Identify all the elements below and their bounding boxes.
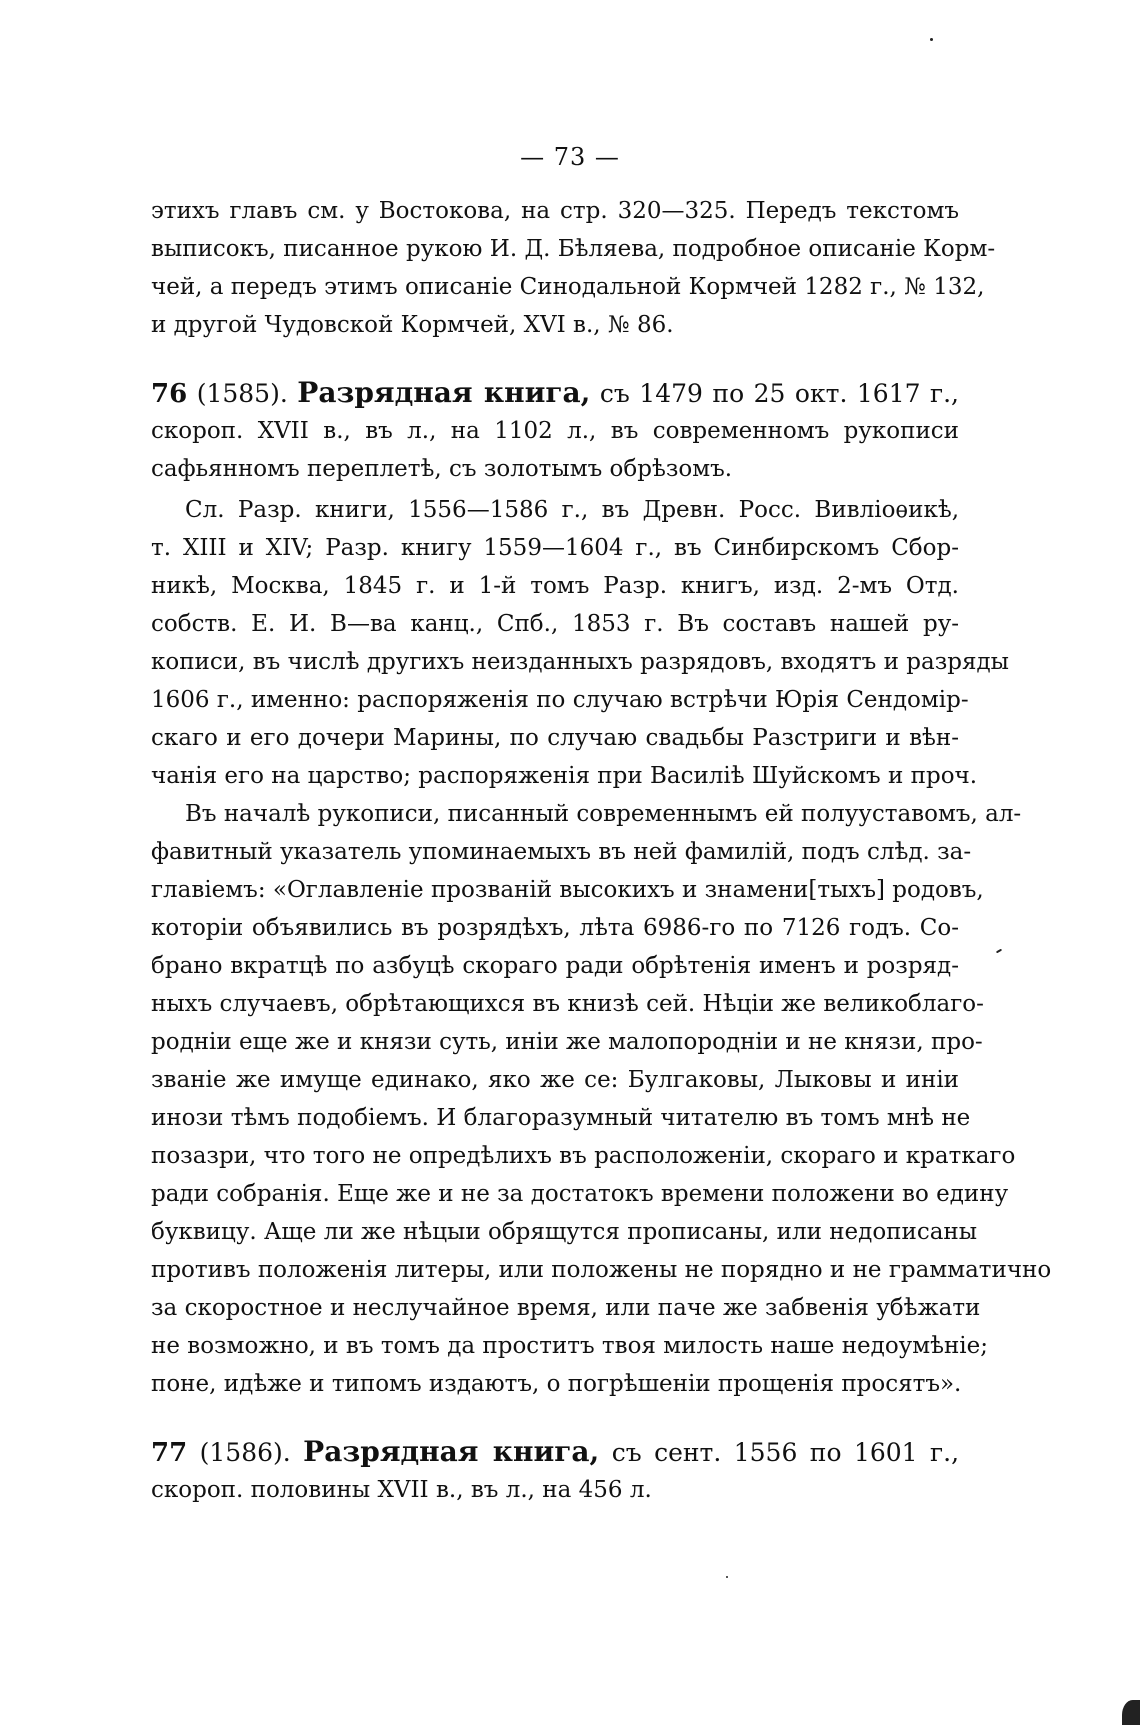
text-line: никѣ, Москва, 1845 г. и 1-й томъ Разр. книгъ, изд. 2-мъ Отд. <box>151 573 959 599</box>
entry-number: 77 <box>151 1438 188 1468</box>
text-line: буквицу. Аще ли же нѣцыи обрящутся прописаны, или недописаны <box>151 1219 978 1245</box>
entry-title: Разрядная книга, <box>297 376 591 409</box>
text-line: ради собранія. Еще же и не за достатокъ времени положени во едину <box>151 1181 1009 1207</box>
entry-76-paragraph-1 <box>151 491 1009 795</box>
entry-description-line: скороп. половины XVII в., въ л., на 456 л. <box>151 1477 652 1503</box>
text-line: чей, а передъ этимъ описаніе Синодальной Кормчей 1282 г., № 132, <box>151 274 985 300</box>
entry-77 <box>151 1433 959 1509</box>
text-line: за скоростное и неслучайное время, или паче же забвенія убѣжати <box>151 1295 981 1321</box>
entry-date-range: съ сент. 1556 по 1601 г., <box>611 1438 960 1467</box>
entry-date-range: съ 1479 по 25 окт. 1617 г., <box>599 379 959 408</box>
entry-year: (1585). <box>196 379 288 408</box>
text-line: главіемъ: «Оглавленіе прозваній высокихъ и знамени[тыхъ] родовъ, <box>151 877 984 903</box>
scan-speck <box>930 38 933 41</box>
scan-speck <box>996 949 1002 954</box>
text-line: этихъ главъ см. у Востокова, на стр. 320—325. Передъ текстомъ <box>151 198 959 224</box>
entry-heading <box>151 1433 959 1471</box>
text-line: брано вкратцѣ по азбуцѣ скораго ради обрѣтенія именъ и розряд- <box>151 953 959 979</box>
entry-76-paragraph-2 <box>151 795 1052 1403</box>
entry-description-line: скороп. XVII в., въ л., на 1102 л., въ современномъ рукописи <box>151 418 959 444</box>
page-number: — 73 — <box>520 143 620 171</box>
text-line: т. XIII и XIV; Разр. книгу 1559—1604 г., въ Синбирскомъ Сбор- <box>151 535 959 561</box>
text-line: поне, идѣже и типомъ издаютъ, о погрѣшеніи прощенія просятъ». <box>151 1371 962 1397</box>
entry-heading <box>151 374 959 412</box>
text-line: собств. Е. И. В—ва канц., Спб., 1853 г. Въ составъ нашей ру- <box>151 611 959 637</box>
text-line: скаго и его дочери Марины, по случаю свадьбы Разстриги и вѣн- <box>151 725 959 751</box>
text-line: званіе же имуще единако, яко же се: Булгаковы, Лыковы и иніи <box>151 1067 959 1093</box>
entry-number: 76 <box>151 379 188 409</box>
text-line: Въ началѣ рукописи, писанный современнымъ ей полууставомъ, ал- <box>185 801 1022 827</box>
scan-edge-mark <box>1122 1700 1140 1725</box>
entry-year: (1586). <box>199 1438 291 1467</box>
entry-title: Разрядная книга, <box>303 1435 600 1468</box>
text-line: которіи объявились въ розрядѣхъ, лѣта 6986-го по 7126 годъ. Со- <box>151 915 959 941</box>
text-line: выписокъ, писанное рукою И. Д. Бѣляева, подробное описаніе Корм- <box>151 236 996 262</box>
text-line: не возможно, и въ томъ да проститъ твоя милость наше недоумѣніе; <box>151 1333 989 1359</box>
text-line: родніи еще же и князи суть, иніи же малопородніи и не князи, про- <box>151 1029 983 1055</box>
text-line: противъ положенія литеры, или положены не порядно и не грамматично <box>151 1257 1052 1283</box>
entry-description-line: сафьянномъ переплетѣ, съ золотымъ обрѣзомъ. <box>151 456 733 482</box>
text-line: 1606 г., именно: распоряженія по случаю встрѣчи Юрія Сендоміp- <box>151 687 969 713</box>
text-line: позазри, что того не опредѣлихъ въ расположеніи, скораго и краткаго <box>151 1143 1016 1169</box>
text-line: и другой Чудовской Кормчей, XVI в., № 86. <box>151 312 674 338</box>
text-line: инози тѣмъ подобіемъ. И благоразумный читателю въ томъ мнѣ не <box>151 1105 971 1131</box>
entry-76 <box>151 374 959 488</box>
text-line: Сл. Разр. книги, 1556—1586 г., въ Древн. Росс. Вивліоѳикѣ, <box>185 497 959 523</box>
text-line: фавитный указатель упоминаемыхъ въ ней фамилій, подъ слѣд. за- <box>151 839 972 865</box>
text-line: чанія его на царство; распоряженія при Василіѣ Шуйскомъ и проч. <box>151 763 978 789</box>
scan-speck <box>726 1576 728 1578</box>
text-line: ныхъ случаевъ, обрѣтающихся въ книзѣ сей. Нѣціи же великоблаго- <box>151 991 984 1017</box>
intro-paragraph <box>151 192 996 344</box>
text-line: кописи, въ числѣ другихъ неизданныхъ разрядовъ, входятъ и разряды <box>151 649 1009 675</box>
